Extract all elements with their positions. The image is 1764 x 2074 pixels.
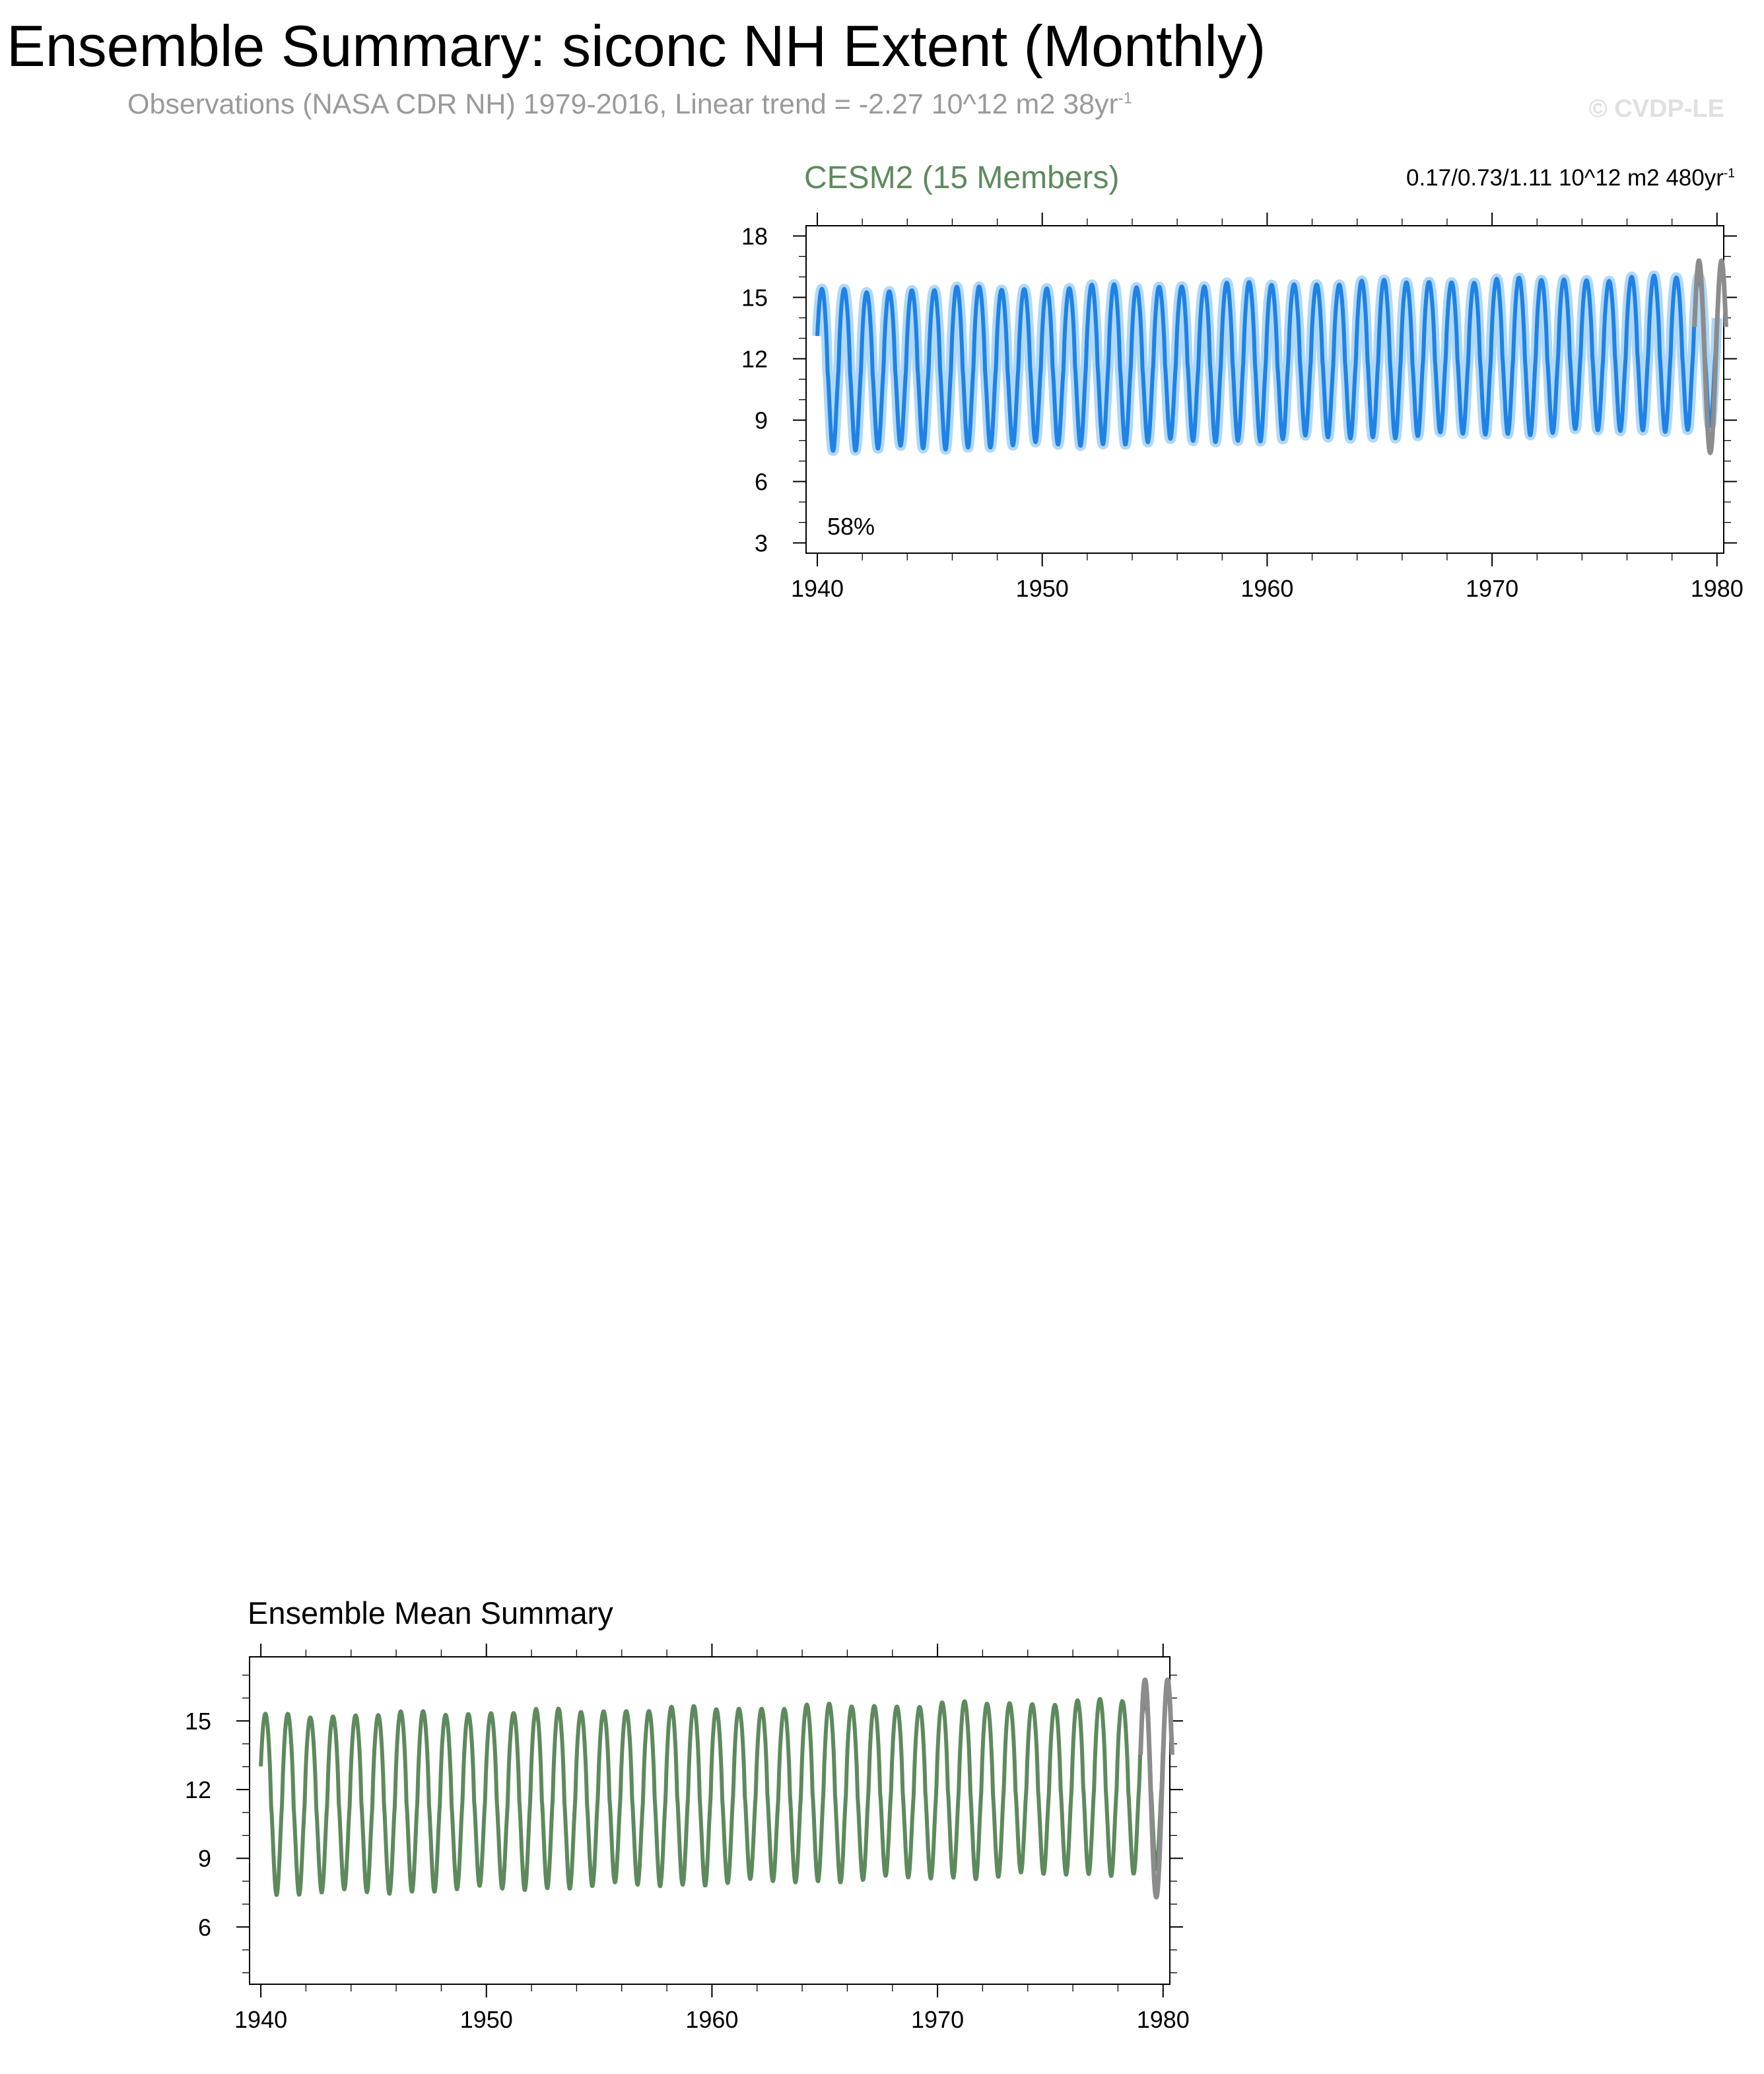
subtitle-text: Observations (NASA CDR NH) 1979-2016, Linear trend = -2.27 10^12 m2 38yr [127,88,1118,120]
panel1-annotation: 58% [827,513,875,540]
panel2-xtick-label: 1950 [459,2006,513,2033]
panel2-ensemble-mean-line [261,1699,1163,1895]
panel2-xtick-label: 1960 [685,2006,739,2033]
panel2-xtick-label: 1940 [234,2006,288,2033]
subtitle-exponent: -1 [1118,90,1132,108]
panel1-xtick-label: 1980 [1690,575,1744,602]
panel1-ytick-label: 6 [754,468,768,496]
panel2-ytick-label: 9 [197,1845,211,1873]
panel1-ytick-label: 15 [741,284,768,312]
panel2-title: Ensemble Mean Summary [248,1595,613,1630]
panel1-trend-text: 0.17/0.73/1.11 10^12 m2 480yr [1406,165,1724,191]
page-title: Ensemble Summary: siconc NH Extent (Monthly) [7,13,1266,79]
panel1-xtick-label: 1940 [790,575,844,602]
copyright-watermark: © CVDP-LE [1588,95,1724,123]
panel1-ytick-label: 9 [754,407,768,434]
panel2-plot [185,1644,1190,2033]
panel1-xtick-label: 1970 [1466,575,1519,602]
panel2-series-group [261,1680,1172,1897]
panel2-ytick-label: 6 [197,1914,211,1941]
panel2-ytick-label: 12 [184,1776,211,1804]
panel1-xtick-label: 1950 [1015,575,1069,602]
panel2-ytick-label: 15 [184,1708,211,1735]
panel1-plot [741,213,1744,602]
panel1-xtick-label: 1960 [1240,575,1294,602]
panel1-ytick-label: 3 [754,529,768,557]
panel1-trend-exponent: -1 [1723,166,1735,181]
panel1-title: CESM2 (15 Members) [804,160,1120,195]
panel1-ytick-label: 12 [741,345,768,373]
panel2-xtick-label: 1980 [1136,2006,1190,2033]
panel2-xtick-label: 1970 [911,2006,965,2033]
panel1-series-group [817,261,1726,453]
panel1-ytick-label: 18 [741,222,768,250]
